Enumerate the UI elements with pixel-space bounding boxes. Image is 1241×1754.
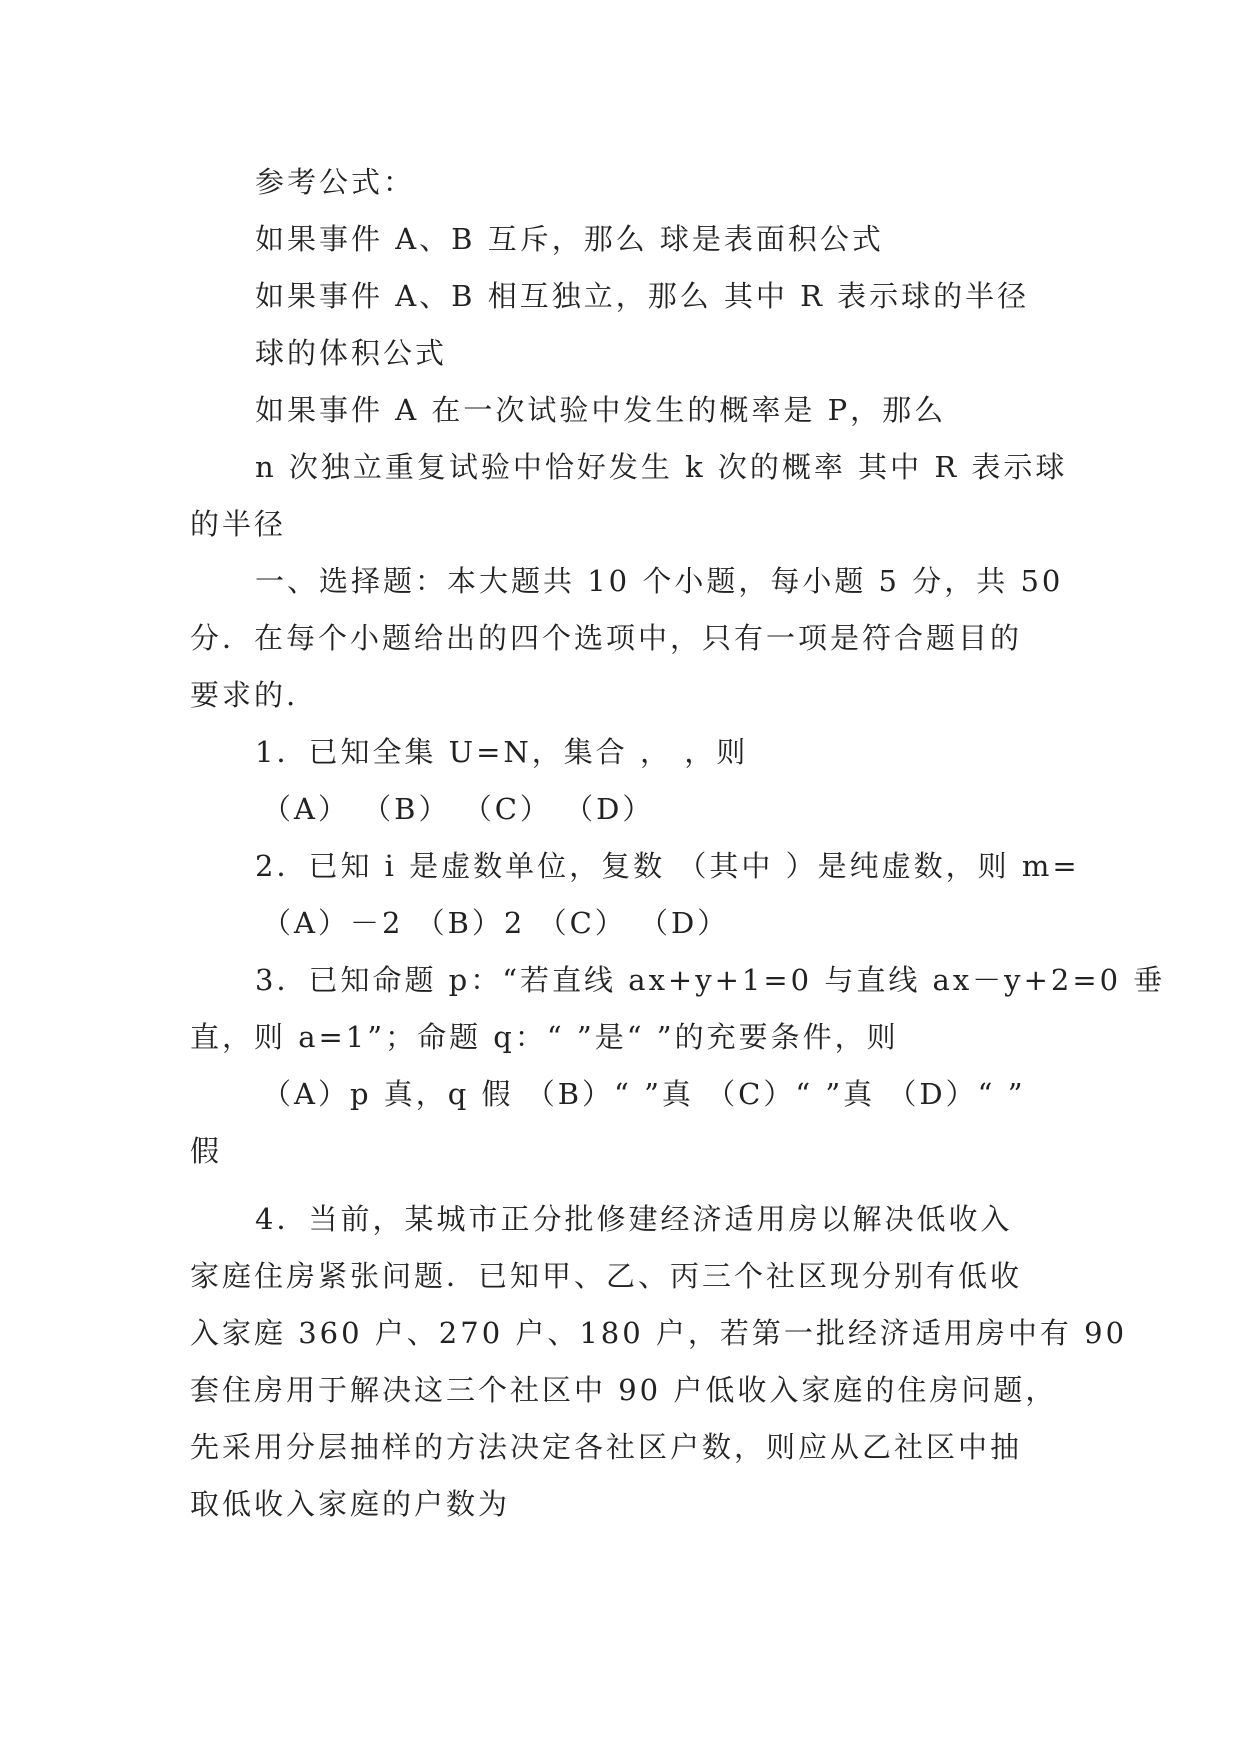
question-4-line3: 入家庭 360 户、270 户、180 户，若第一批经济适用房中有 90 bbox=[190, 1316, 1128, 1350]
question-2-stem: 2．已知 i 是虚数单位，复数 （其中 ）是纯虚数，则 m= bbox=[255, 849, 1080, 883]
section-heading: 一、选择题：本大题共 10 个小题，每小题 5 分，共 50 bbox=[255, 564, 1064, 598]
question-4-line1: 4．当前，某城市正分批修建经济适用房以解决低收入 bbox=[255, 1202, 1013, 1236]
question-2-options: （A）－2 （B）2 （C） （D） bbox=[262, 906, 730, 940]
question-3-options-wrap: 假 bbox=[190, 1134, 223, 1168]
formula-line-binomial: n 次独立重复试验中恰好发生 k 次的概率 其中 R 表示球 bbox=[255, 450, 1068, 484]
formula-line-probability: 如果事件 A 在一次试验中发生的概率是 P，那么 bbox=[255, 393, 947, 427]
formula-line-exclusive: 如果事件 A、B 互斥，那么 球是表面积公式 bbox=[255, 222, 884, 256]
formula-heading: 参考公式： bbox=[255, 165, 416, 199]
question-1-options: （A） （B） （C） （D） bbox=[262, 792, 655, 826]
section-heading-line2: 分．在每个小题给出的四个选项中，只有一项是符合题目的 bbox=[190, 621, 1023, 655]
question-1-stem: 1．已知全集 U=N，集合 ， ，则 bbox=[255, 735, 749, 769]
formula-line-independent: 如果事件 A、B 相互独立，那么 其中 R 表示球的半径 bbox=[255, 279, 1030, 313]
question-3-stem: 3．已知命题 p：“若直线 ax+y+1=0 与直线 ax－y+2=0 垂 bbox=[255, 963, 1166, 997]
section-heading-line3: 要求的. bbox=[190, 678, 299, 712]
formula-line-volume: 球的体积公式 bbox=[255, 336, 448, 370]
question-4-line5: 先采用分层抽样的方法决定各社区户数，则应从乙社区中抽 bbox=[190, 1430, 1023, 1464]
question-3-stem-line2: 直，则 a=1”；命题 q：“ ”是“ ”的充要条件，则 bbox=[190, 1020, 899, 1054]
formula-line-binomial-wrap: 的半径 bbox=[190, 507, 287, 541]
question-4-line4: 套住房用于解决这三个社区中 90 户低收入家庭的住房问题， bbox=[190, 1373, 1058, 1407]
question-4-line2: 家庭住房紧张问题．已知甲、乙、丙三个社区现分别有低收 bbox=[190, 1259, 1023, 1293]
question-3-options: （A）p 真，q 假 （B）“ ”真 （C）“ ”真 （D）“ ” bbox=[262, 1077, 1026, 1111]
question-4-line6: 取低收入家庭的户数为 bbox=[190, 1487, 511, 1521]
